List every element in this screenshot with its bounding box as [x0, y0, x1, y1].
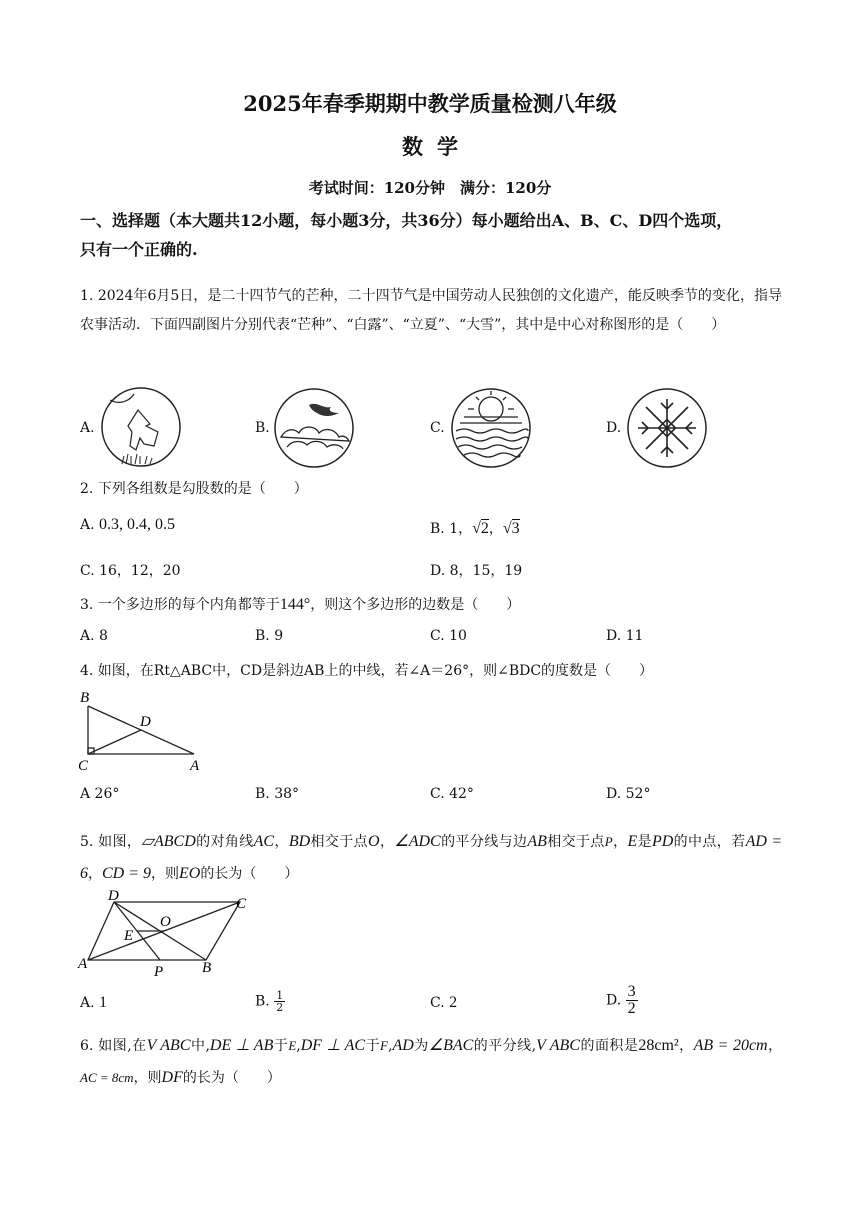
- q1-option-c-label: C.: [430, 420, 445, 436]
- label-o: O: [160, 914, 171, 930]
- q3-option-b: B. 9: [255, 628, 284, 644]
- q5-d-numerator: 3: [627, 983, 636, 1000]
- q5-pd: PD: [651, 833, 674, 850]
- q5-text-3: ，: [274, 834, 289, 850]
- q1-option-d-label: D.: [606, 420, 622, 436]
- q5-option-a: [80, 994, 107, 1012]
- q5-angle-adc: ∠ADC: [394, 833, 441, 850]
- question-3-text: [80, 590, 782, 620]
- q5-text-12: ，则: [151, 866, 180, 882]
- q2-option-a-value: 0.3, 0.4, 0.5: [99, 516, 176, 533]
- q6-text-5: 于: [365, 1038, 381, 1054]
- q5-text-4: 相交于点: [310, 834, 369, 850]
- q3-option-a: A. 8: [80, 628, 108, 644]
- q2-option-c: C. 16，12，20: [80, 563, 181, 579]
- q6-f: F: [380, 1038, 388, 1053]
- q3-angle: 144°: [279, 596, 311, 613]
- q5-text-5: ，: [379, 834, 395, 850]
- q2-option-a: [80, 516, 175, 534]
- q5-b-denominator: 2: [276, 1001, 284, 1014]
- q6-text-13: 的长为（ ）: [182, 1070, 281, 1086]
- q5-text-13: 的长为（ ）: [200, 866, 299, 882]
- page-title: 2025年春季期期中教学质量检测八年级: [243, 91, 617, 116]
- q5-option-b: [255, 990, 285, 1013]
- q2-option-b: [430, 518, 520, 538]
- q5-text-10: 的中点，若: [673, 834, 746, 850]
- label-b: B: [80, 690, 90, 706]
- q3-option-c: C. 10: [430, 628, 467, 644]
- q4-option-b: B. 38°: [255, 786, 300, 802]
- q6-df-question: DF: [161, 1069, 183, 1086]
- q5-eo: EO: [179, 865, 201, 882]
- q5-bd: BD: [288, 833, 311, 850]
- q5-text-2: 的对角线: [195, 834, 254, 850]
- q6-angle-bac: ∠BAC: [428, 1037, 474, 1054]
- q6-triangle-1: V ABC: [146, 1037, 191, 1054]
- q4-option-a: A 26°: [80, 786, 120, 802]
- q6-triangle-2: V ABC: [536, 1037, 580, 1054]
- sqrt-icon: √: [472, 520, 481, 537]
- q6-text-4: ,: [296, 1038, 301, 1054]
- q6-text-2: 中,: [190, 1038, 210, 1054]
- q2-option-d: D. 8，15，19: [430, 563, 523, 579]
- q2-option-a-label: A.: [80, 517, 100, 533]
- q1-option-a-label: A.: [80, 420, 95, 436]
- q2-sqrt-2: 2: [480, 520, 489, 537]
- subject-title: 数学: [402, 134, 472, 159]
- lixia-icon: [450, 387, 532, 469]
- label-p: P: [154, 964, 164, 980]
- q6-text-12: ，则: [133, 1070, 162, 1086]
- q5-option-c-value: 2: [449, 994, 458, 1011]
- label-e: E: [124, 928, 134, 944]
- question-4-text: 4. 如图，在Rt△ABC中，CD是斜边AB上的中线，若∠A＝26°，则∠BDC的度数是（ ）: [80, 663, 654, 679]
- label-d: D: [140, 714, 151, 730]
- q6-text-11: ，: [767, 1038, 783, 1054]
- q3-option-d: D. 11: [606, 628, 644, 644]
- q5-parallelogram-figure: [76, 890, 266, 980]
- question-5-text: [80, 826, 782, 890]
- q5-text-9: 是: [637, 834, 652, 850]
- q5-b-numerator: 1: [276, 989, 284, 1002]
- q2-option-b-label: B. 1，: [430, 521, 473, 537]
- label-b: B: [202, 960, 212, 976]
- q6-text-8: 的平分线,: [473, 1038, 537, 1054]
- mangzhong-icon: [100, 386, 182, 468]
- median-cd: [88, 730, 141, 754]
- q5-option-d-label: D.: [606, 992, 622, 1009]
- section-heading-line1: 一、选择题（本大题共12小题，每小题3分，共36分）每小题给出A、B、C、D四个选项，: [80, 211, 733, 230]
- q5-text-6: 的平分线与边: [440, 834, 528, 850]
- q4-option-c: C. 42°: [430, 786, 474, 802]
- q2-separator: ，: [488, 521, 503, 537]
- q6-ac: AC = 8cm: [80, 1070, 134, 1085]
- q5-option-b-fraction: [274, 990, 285, 1013]
- section-heading: [80, 206, 780, 264]
- q4-option-d: D. 52°: [606, 786, 651, 802]
- q6-ab: AB = 20cm: [693, 1037, 768, 1054]
- q5-option-a-label: A.: [80, 995, 95, 1011]
- label-d: D: [108, 890, 119, 904]
- bailu-icon: [273, 387, 355, 469]
- q5-ab: AB: [527, 833, 547, 850]
- q5-option-d-fraction: [626, 984, 638, 1017]
- q5-option-d: [606, 984, 638, 1017]
- q5-ad: AD = 6: [80, 833, 783, 882]
- label-a: A: [190, 758, 200, 774]
- q6-text-10: ，: [678, 1038, 694, 1054]
- q6-text-9: 的面积是: [580, 1038, 639, 1054]
- q5-option-b-label: B.: [255, 993, 270, 1010]
- label-c: C: [236, 896, 247, 912]
- q5-option-c: [430, 994, 457, 1012]
- label-c: C: [78, 758, 89, 774]
- q5-parallelogram: ▱ABCD: [141, 833, 196, 850]
- q5-o: O: [368, 833, 380, 850]
- q5-cd: CD = 9: [102, 865, 152, 882]
- section-heading-line2: 只有一个正确的.: [80, 240, 198, 259]
- q6-area: 28cm²: [638, 1037, 679, 1054]
- q5-text-8: ，: [612, 834, 628, 850]
- sqrt-icon: √: [502, 520, 512, 537]
- q6-text-6: ,: [388, 1038, 393, 1054]
- q4-triangle-figure: [76, 686, 206, 776]
- q5-text-7: 相交于点: [546, 834, 605, 850]
- q5-p: P: [604, 834, 613, 849]
- q5-ac: AC: [253, 833, 275, 850]
- q2-sqrt-3: 3: [511, 520, 520, 537]
- q5-e: E: [627, 833, 638, 850]
- q6-df: DF ⊥ AC: [300, 1037, 366, 1054]
- daxue-icon: [626, 387, 708, 469]
- q6-text-1: 6. 如图,在: [80, 1038, 147, 1054]
- question-1-text: 1. 2024年6月5日，是二十四节气的芒种，二十四节气是中国劳动人民独创的文化遗产，能反映季节的变化，指导农事活动．下面四副图片分别代表“芒种”、“白露”、“立夏”、“大雪”，其中是中心对称图形的是（ ）: [80, 288, 782, 333]
- q3-text-pre: 3. 一个多边形的每个内角都等于: [80, 597, 280, 613]
- q6-text-7: 为: [413, 1038, 429, 1054]
- q1-option-b-label: B.: [255, 420, 270, 436]
- q6-text-3: 于: [273, 1038, 289, 1054]
- question-6-text: [80, 1030, 782, 1094]
- q5-text-11: ，: [88, 866, 102, 882]
- label-a: A: [78, 956, 88, 972]
- q6-e: E: [288, 1038, 297, 1053]
- q5-text-1: 5. 如图，: [80, 834, 142, 850]
- exam-info: 考试时间：120分钟 满分：120分: [308, 179, 552, 197]
- q5-option-c-label: C.: [430, 995, 445, 1011]
- q3-text-post: ，则这个多边形的边数是（ ）: [310, 597, 521, 613]
- q5-d-denominator: 2: [627, 1000, 636, 1017]
- q5-option-a-value: 1: [99, 994, 108, 1011]
- question-2-text: 2. 下列各组数是勾股数的是（ ）: [80, 481, 308, 497]
- q6-ad: AD: [392, 1037, 414, 1054]
- q6-de: DE ⊥ AB: [209, 1037, 274, 1054]
